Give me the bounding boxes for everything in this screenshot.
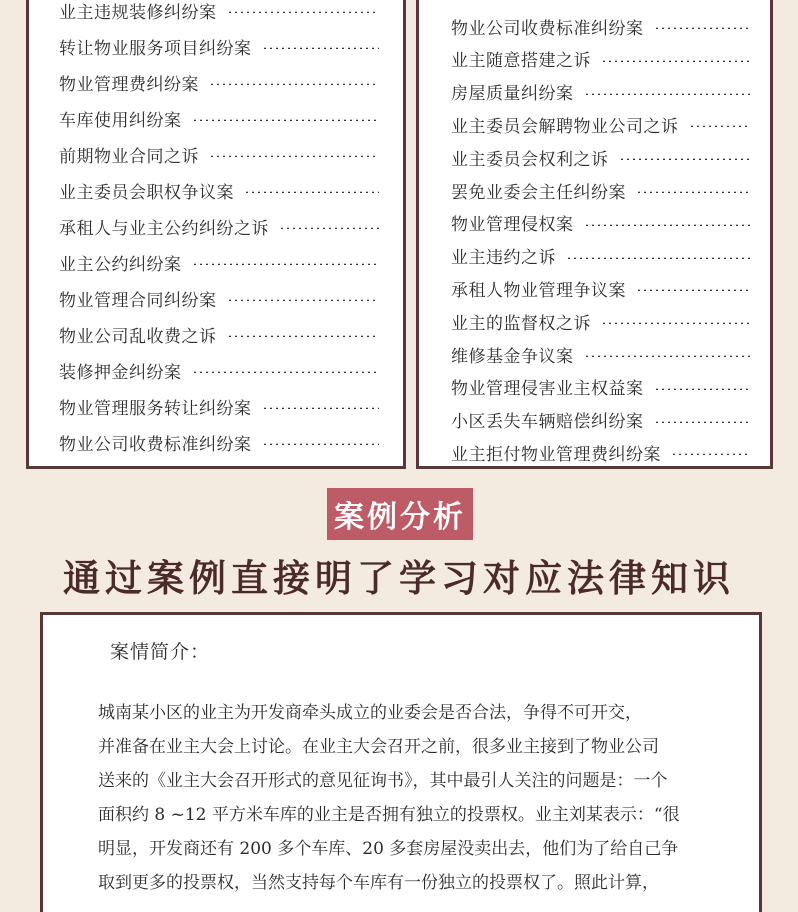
dot-leader xyxy=(192,263,380,265)
dot-leader xyxy=(227,11,380,13)
toc-entry xyxy=(419,405,770,435)
toc-entry xyxy=(419,208,770,238)
toc-entry-title: 物业公司收费标准纠纷案 xyxy=(451,18,644,39)
dot-leader xyxy=(279,227,379,229)
toc-panel-right xyxy=(416,0,773,469)
toc-entry xyxy=(419,11,770,41)
section-headline: 通过案例直接明了学习对应法律知识 xyxy=(63,557,735,600)
toc-entry xyxy=(419,44,770,74)
dot-leader xyxy=(619,158,751,160)
dot-leader xyxy=(584,224,751,226)
toc-entry xyxy=(419,241,770,271)
case-text-line: 城南某小区的业主为开发商牵头成立的业委会是否合法，争得不可开交， xyxy=(98,703,642,723)
section-badge: 案例分析 xyxy=(327,488,473,540)
toc-entry-title: 业主公约纠纷案 xyxy=(59,254,182,275)
toc-entry-title: 房屋质量纠纷案 xyxy=(451,84,574,105)
toc-entry xyxy=(419,306,770,336)
toc-entry xyxy=(29,139,403,169)
toc-entry-title: 小区丢失车辆赔偿纠纷案 xyxy=(451,412,644,433)
toc-entry xyxy=(419,175,770,205)
dot-leader xyxy=(601,322,750,324)
dot-leader xyxy=(227,335,380,337)
toc-entry xyxy=(419,339,770,369)
toc-entry xyxy=(29,355,403,385)
toc-entry-title: 物业管理侵权案 xyxy=(451,215,574,236)
toc-entry-title: 物业管理服务转让纠纷案 xyxy=(59,398,252,419)
dot-leader xyxy=(636,289,750,291)
toc-entry xyxy=(29,103,403,133)
dot-leader xyxy=(209,83,379,85)
dot-leader xyxy=(227,299,380,301)
case-text-line: 送来的《业主大会召开形式的意见征询书》，其中最引人关注的问题是：一个 xyxy=(98,771,668,791)
toc-entry xyxy=(419,437,770,467)
toc-entry-title: 业主委员会解聘物业公司之诉 xyxy=(451,116,679,137)
dot-leader xyxy=(192,371,380,373)
toc-entry xyxy=(419,77,770,107)
toc-entry-title: 物业管理合同纠纷案 xyxy=(59,290,217,311)
toc-entry xyxy=(419,273,770,303)
toc-entry-title: 业主委员会职权争议案 xyxy=(59,182,234,203)
toc-entry-title: 物业管理侵害业主权益案 xyxy=(451,379,644,400)
toc-entry xyxy=(29,67,403,97)
dot-leader xyxy=(654,388,751,390)
dot-leader xyxy=(689,125,751,127)
toc-entry xyxy=(29,283,403,313)
case-text-line: 明显，开发商还有 200 多个车库、20 多套房屋没卖出去，他们为了给自己争 xyxy=(98,839,679,859)
toc-entry-title: 维修基金争议案 xyxy=(451,346,574,367)
case-panel xyxy=(40,612,762,912)
toc-entry xyxy=(29,391,403,421)
dot-leader xyxy=(654,27,751,29)
dot-leader xyxy=(192,119,380,121)
toc-entry-title: 罢免业委会主任纠纷案 xyxy=(451,182,626,203)
dot-leader xyxy=(262,47,380,49)
toc-entry-title: 业主违规装修纠纷案 xyxy=(59,2,217,23)
toc-entry xyxy=(419,142,770,172)
toc-entry-title: 业主委员会权利之诉 xyxy=(451,149,609,170)
dot-leader xyxy=(636,191,750,193)
toc-entry-title: 装修押金纠纷案 xyxy=(59,362,182,383)
toc-entry-title: 物业公司乱收费之诉 xyxy=(59,326,217,347)
toc-entry xyxy=(419,372,770,402)
toc-entry-title: 业主违约之诉 xyxy=(451,248,556,269)
toc-entry xyxy=(29,31,403,61)
toc-entry-title: 车库使用纠纷案 xyxy=(59,110,182,131)
toc-entry xyxy=(29,211,403,241)
dot-leader xyxy=(262,443,380,445)
toc-entry xyxy=(29,175,403,205)
dot-leader xyxy=(209,155,379,157)
toc-entry-title: 业主的监督权之诉 xyxy=(451,313,591,334)
case-text-line: 取到更多的投票权，当然支持每个车库有一份独立的投票权了。照此计算， xyxy=(98,873,659,893)
toc-panel-left xyxy=(26,0,406,469)
toc-entry-title: 转让物业服务项目纠纷案 xyxy=(59,38,252,59)
toc-entry-title: 承租人与业主公约纠纷之诉 xyxy=(59,218,269,239)
dot-leader xyxy=(654,421,751,423)
toc-entry-title: 业主拒付物业管理费纠纷案 xyxy=(451,444,661,465)
dot-leader xyxy=(601,60,750,62)
dot-leader xyxy=(671,453,750,455)
dot-leader xyxy=(244,191,379,193)
case-text-line: 面积约 8 ~12 平方米车库的业主是否拥有独立的投票权。业主刘某表示：“很 xyxy=(98,805,680,825)
toc-entry xyxy=(29,0,403,25)
dot-leader xyxy=(566,257,750,259)
dot-leader xyxy=(584,355,751,357)
toc-entry-title: 物业管理费纠纷案 xyxy=(59,74,199,95)
toc-entry xyxy=(29,319,403,349)
toc-entry-title: 前期物业合同之诉 xyxy=(59,146,199,167)
toc-entry-title: 业主随意搭建之诉 xyxy=(451,51,591,72)
case-text-line: 并准备在业主大会上讨论。在业主大会召开之前，很多业主接到了物业公司 xyxy=(98,737,659,757)
toc-entry-title: 承租人物业管理争议案 xyxy=(451,280,626,301)
dot-leader xyxy=(584,93,751,95)
case-heading: 案情简介： xyxy=(110,641,211,663)
toc-entry xyxy=(419,109,770,139)
toc-entry xyxy=(29,247,403,277)
dot-leader xyxy=(262,407,380,409)
toc-entry xyxy=(29,427,403,457)
toc-entry-title: 物业公司收费标准纠纷案 xyxy=(59,434,252,455)
